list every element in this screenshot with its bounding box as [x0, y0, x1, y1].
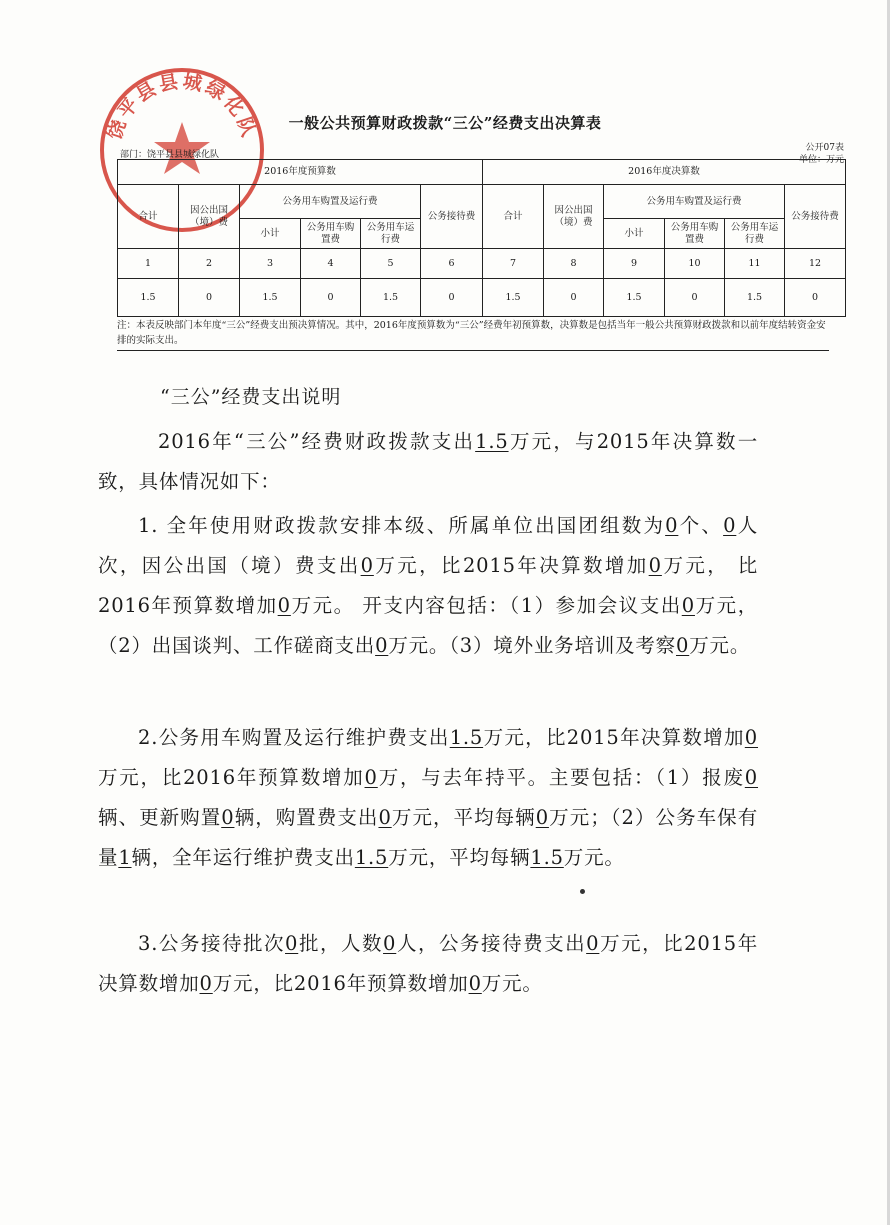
explanation-paragraph-3 [98, 718, 758, 878]
text-run: 辆、更新购置 [98, 806, 222, 829]
filled-value: 1.5 [530, 846, 564, 869]
filled-value: 0 [364, 766, 378, 789]
filled-value: 0 [665, 514, 679, 537]
col-reception: 公务接待费 [785, 185, 846, 249]
filled-value: 0 [648, 554, 662, 577]
col-car-operation: 公务用车运行费 [361, 219, 421, 249]
table-value-row [118, 279, 846, 317]
filled-value: 1.5 [449, 726, 484, 749]
group-final-header: 2016年度决算数 [483, 160, 846, 185]
index-cell: 3 [240, 249, 301, 279]
value-cell: 1.5 [483, 279, 544, 317]
text-run: 2016年“三公”经费财政拨款支出 [158, 430, 476, 453]
index-cell: 5 [361, 249, 421, 279]
text-run: 万元，与2015年决算数一致，具体情况如下： [98, 430, 758, 493]
svg-text:饶平县县城绿化队: 饶平县县城绿化队 [103, 70, 261, 143]
text-run: 万元，比2015年决算数增加 [483, 726, 745, 749]
col-subtotal: 小计 [604, 219, 665, 249]
index-cell: 10 [665, 249, 725, 279]
col-abroad: 因公出国（境）费 [544, 185, 604, 249]
text-run: 万元，比2016年预算数增加 [212, 972, 469, 995]
filled-value: 1.5 [354, 846, 389, 869]
text-run: 万元，比2015年决算数增加 [373, 554, 649, 577]
col-reception: 公务接待费 [421, 185, 483, 249]
value-cell: 1.5 [725, 279, 785, 317]
group-budget-header: 2016年度预算数 [118, 160, 483, 185]
col-car-purchase: 公务用车购置费 [665, 219, 725, 249]
col-car-group: 公务用车购置及运行费 [240, 185, 421, 219]
value-cell: 1.5 [118, 279, 179, 317]
unit-label: 单位：万元 [798, 155, 844, 165]
table-group-header-row [118, 160, 846, 185]
index-cell: 12 [785, 249, 846, 279]
text-run: 人次，因公出国（境）费支出 [98, 514, 758, 577]
filled-value: 0 [221, 806, 235, 829]
index-cell: 8 [544, 249, 604, 279]
filled-value: 0 [586, 932, 600, 955]
index-cell: 4 [301, 249, 361, 279]
text-run: 1. 全年使用财政拨款安排本级、所属单位出国团组数为 [138, 514, 666, 537]
value-cell: 1.5 [240, 279, 301, 317]
text-run: 万元。 开支内容包括：（1）参加会议支出 [290, 594, 682, 617]
col-total: 合计 [118, 185, 179, 249]
text-run: 个、 [678, 514, 724, 537]
index-cell: 6 [421, 249, 483, 279]
filled-value: 0 [375, 634, 389, 657]
filled-value: 0 [383, 932, 397, 955]
filled-value: 0 [676, 634, 690, 657]
text-run: 人，公务接待费支出 [396, 932, 587, 955]
col-car-operation: 公务用车运行费 [725, 219, 785, 249]
filled-value: 0 [360, 554, 374, 577]
table-index-row [118, 249, 846, 279]
text-run: 万元，（2）出国谈判、工作磋商支出 [98, 594, 758, 657]
text-run: 万元，平均每辆 [388, 846, 531, 869]
index-cell: 9 [604, 249, 665, 279]
table-header-row [118, 185, 846, 219]
filled-value: 0 [378, 806, 392, 829]
col-car-group: 公务用车购置及运行费 [604, 185, 785, 219]
form-code: 公开07表 [805, 143, 844, 153]
text-run: 万，与去年持平。主要包括：（1）报废 [377, 766, 745, 789]
filled-value: 0 [468, 972, 482, 995]
text-run: 万元，比2015年决算数增加 [98, 932, 759, 995]
filled-value: 0 [723, 514, 737, 537]
three-public-expense-table [117, 159, 846, 317]
filled-value: 1 [118, 846, 132, 869]
text-run: 万元。 [689, 634, 751, 657]
text-run: 2.公务用车购置及运行维护费支出 [138, 726, 450, 749]
index-cell: 7 [483, 249, 544, 279]
col-abroad: 因公出国（境）费 [179, 185, 240, 249]
col-total: 合计 [483, 185, 544, 249]
value-cell: 1.5 [361, 279, 421, 317]
text-run: 万元。（3）境外业务培训及考察 [388, 634, 676, 657]
value-cell: 0 [301, 279, 361, 317]
page-title: 一般公共预算财政拨款“三公”经费支出决算表 [288, 114, 602, 132]
text-run: 万元。 [481, 972, 543, 995]
explanation-heading: “三公”经费支出说明 [160, 386, 342, 408]
filled-value: 0 [744, 766, 759, 789]
department-label: 部门：饶平县县城绿化队 [120, 150, 220, 160]
value-cell: 0 [179, 279, 240, 317]
filled-value: 0 [199, 972, 213, 995]
scan-speck [580, 889, 585, 894]
filled-value: 0 [535, 806, 549, 829]
explanation-paragraph-2 [98, 506, 758, 666]
table-footnote: 注：本表反映部门本年度“三公”经费支出预决算情况。其中，2016年度预算数为“三公”经费年初预算数，决算数是包括当年一般公共预算财政拨款和以前年度结转资金安排的实际支出。 [117, 318, 829, 351]
value-cell: 1.5 [604, 279, 665, 317]
index-cell: 11 [725, 249, 785, 279]
filled-value: 0 [277, 594, 291, 617]
col-subtotal: 小计 [240, 219, 301, 249]
text-run: 万元；（2）公务车保有量 [98, 806, 758, 869]
text-run: 3.公务接待批次 [138, 932, 286, 955]
col-car-purchase: 公务用车购置费 [301, 219, 361, 249]
text-run: 批，人数 [298, 932, 384, 955]
explanation-paragraph-4 [98, 924, 758, 1004]
value-cell: 0 [421, 279, 483, 317]
filled-value: 0 [744, 726, 759, 749]
value-cell: 0 [665, 279, 725, 317]
text-run: 万元，比2016年预算数增加 [98, 766, 365, 789]
text-run: 万元， 比2016年预算数增加 [98, 554, 758, 617]
value-cell: 0 [785, 279, 846, 317]
filled-value: 0 [681, 594, 695, 617]
text-run: 万元，平均每辆 [391, 806, 536, 829]
text-run: 辆，购置费支出 [234, 806, 379, 829]
explanation-paragraph-1 [98, 422, 758, 502]
text-run: 辆，全年运行维护费支出 [131, 846, 355, 869]
filled-value: 0 [285, 932, 299, 955]
value-cell: 0 [544, 279, 604, 317]
index-cell: 1 [118, 249, 179, 279]
index-cell: 2 [179, 249, 240, 279]
text-run: 万元。 [563, 846, 625, 869]
filled-value: 1.5 [475, 430, 509, 453]
